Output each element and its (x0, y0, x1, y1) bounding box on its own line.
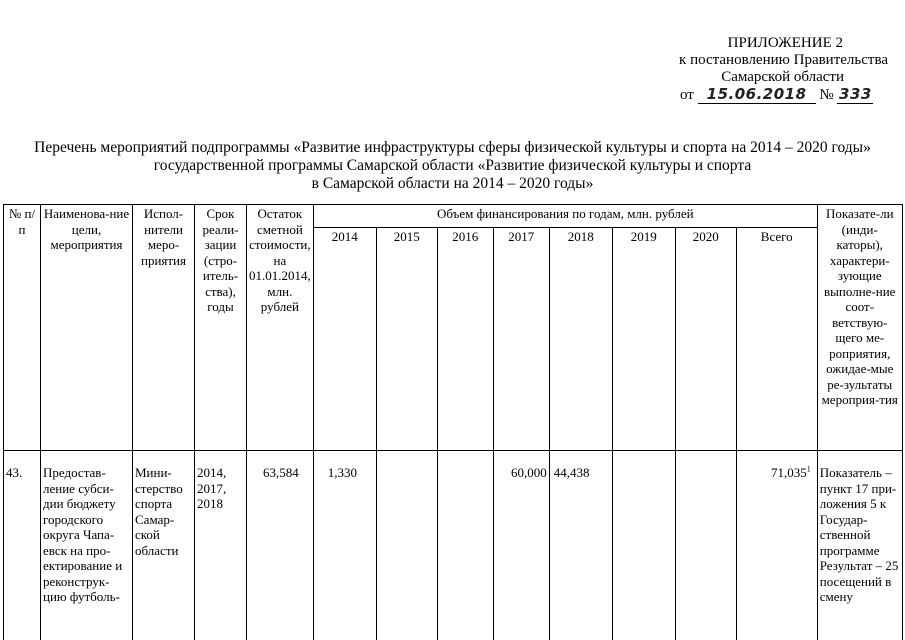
header-name: Наименова-ние цели, мероприятия (41, 205, 133, 451)
row-y2016 (437, 451, 493, 640)
number-label: № (819, 87, 834, 103)
row-y2018: 44,438 (549, 451, 612, 640)
row-name: Предостав-ление субси-дии бюджету городского округа Чапа-евск на про-ектирование и реконструк-цию футболь- (41, 451, 133, 640)
row-y2020 (675, 451, 736, 640)
header-year-2016: 2016 (437, 228, 493, 451)
header-year-2017: 2017 (493, 228, 549, 451)
row-term: 2014, 2017, 2018 (195, 451, 247, 640)
row-num: 43. (4, 451, 41, 640)
header-year-2019: 2019 (612, 228, 675, 451)
header-term: Срок реали-зации (стро-итель-ства), годы (195, 205, 247, 451)
header-year-2020: 2020 (675, 228, 736, 451)
row-executors: Мини-стерство спорта Самар-ской области (133, 451, 195, 640)
row-total (736, 451, 817, 640)
appendix-region: Самарской области (721, 69, 844, 85)
header-remainder: Остаток сметной стоимости, на 01.01.2014, млн. рублей (247, 205, 314, 451)
title-line-1: Перечень мероприятий подпрограммы «Развитие инфраструктуры сферы физической культуры и спорта на 2014 – 2020 годы» (34, 139, 871, 156)
decree-number: 333 (839, 85, 872, 103)
table-row (4, 451, 903, 640)
appendix-title: ПРИЛОЖЕНИЕ 2 (727, 35, 843, 51)
measures-table (3, 204, 903, 640)
header-year-2018: 2018 (549, 228, 612, 451)
from-label: от (680, 87, 694, 103)
document-title (0, 139, 905, 193)
header-funding-group: Объем финансирования по годам, млн. рублей (313, 205, 817, 228)
row-remainder: 63,584 (247, 451, 314, 640)
row-y2014: 1,330 (313, 451, 376, 640)
decree-date: 15.06.2018 (698, 86, 816, 104)
appendix-date-line (680, 86, 890, 104)
header-year-2015: 2015 (376, 228, 437, 451)
header-executors: Испол-нители меро-приятия (133, 205, 195, 451)
header-year-2014: 2014 (313, 228, 376, 451)
row-total-footnote: 1 (806, 464, 811, 474)
row-y2017: 60,000 (493, 451, 549, 640)
header-num: № п/п (4, 205, 41, 451)
header-indicators: Показате-ли (инди-каторы), характери-зующие выполне-ние соот-ветствую-щего ме-роприятия, ожидае-мые ре-зультаты мероприя-тия (817, 205, 902, 451)
title-line-3: в Самарской области на 2014 – 2020 годы» (311, 175, 594, 192)
row-y2019 (612, 451, 675, 640)
row-total-value: 71,035 (771, 465, 807, 480)
row-indicators: Показатель – пункт 17 при-ложения 5 к Государ-ственной программе Результат – 25 посещений в смену (817, 451, 902, 640)
title-line-2: государственной программы Самарской области «Развитие физической культуры и спорта (153, 157, 752, 174)
appendix-decree: к постановлению Правительства (679, 52, 888, 68)
row-y2015 (376, 451, 437, 640)
header-total: Всего (736, 228, 817, 451)
